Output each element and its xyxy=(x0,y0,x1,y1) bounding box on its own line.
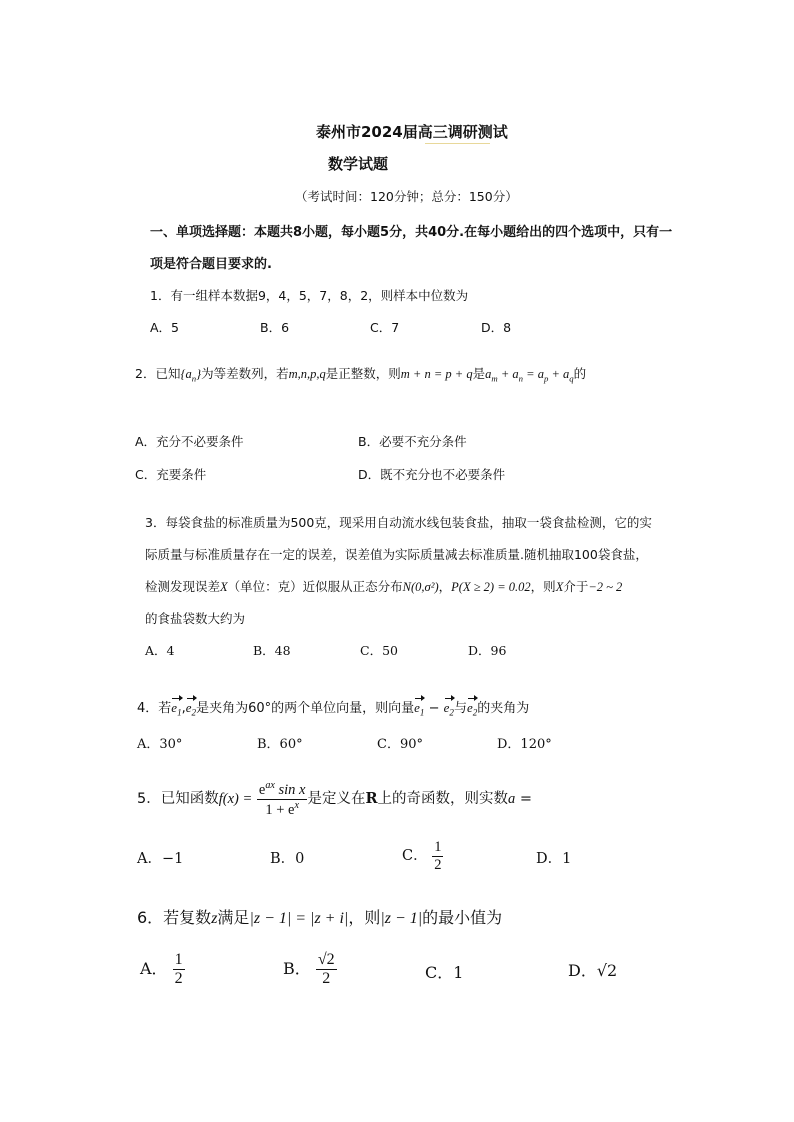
q4-option-d: D．120° xyxy=(497,737,552,752)
q1-option-c: C．7 xyxy=(370,320,400,335)
q4-text3: 的夹角为 xyxy=(477,701,530,716)
q6-condition: |z − 1| = |z + i| xyxy=(249,910,349,927)
q4-vector-v3: $e_2$ xyxy=(466,700,478,718)
q4-number: 4．若 xyxy=(137,701,172,716)
q2-text2: 是正整数，则 xyxy=(325,366,401,381)
q4-stem xyxy=(137,697,529,718)
q3-line4: 的食盐袋数大约为 xyxy=(145,611,246,626)
q3-line1: 3．每袋食盐的标准质量为500克，现采用自动流水线包装食盐，抽取一袋食盐检测，它的实 xyxy=(145,515,652,530)
q2-seq-sub: n xyxy=(191,373,197,384)
q3-option-c: C．50 xyxy=(360,643,398,658)
q5-number: 5．已知函数 xyxy=(137,791,219,807)
q4-text2: 与 xyxy=(453,701,467,716)
q4-option-b: B．60° xyxy=(257,737,303,752)
q6-modulus: |z − 1| xyxy=(380,910,423,927)
q5-option-c: C． $\frac{1}{2}$ xyxy=(402,838,442,873)
exam-title: 泰州市2024届高三调研测试 xyxy=(316,123,508,141)
q6-text3: 的最小值为 xyxy=(422,908,503,927)
q3-option-d: D．96 xyxy=(468,643,507,658)
q6-option-a-fraction: $\frac{1}{2}$ xyxy=(174,950,183,987)
q5-option-b: B．0 xyxy=(270,851,305,867)
q6-option-d: D．√2 xyxy=(568,961,618,980)
q2-option-b: B．必要不充分条件 xyxy=(358,434,467,449)
q6-option-a: A． $\frac{1}{2}$ xyxy=(140,950,183,987)
q6-stem xyxy=(137,905,502,928)
q3-text-a: 检测发现误差 xyxy=(145,579,221,594)
q6-var-z: z xyxy=(211,910,218,927)
q2-eq-eq: = a xyxy=(523,367,544,381)
q5-option-c-fraction: $\frac{1}{2}$ xyxy=(434,838,442,873)
q4-comma: , xyxy=(181,701,186,716)
q2-option-a: A．充分不必要条件 xyxy=(135,434,244,449)
q2-option-c: C．充要条件 xyxy=(135,467,207,482)
q2-condition: m + n = p + q xyxy=(400,367,473,381)
q2-eq-sub-q: q xyxy=(569,373,574,384)
q2-text4: 的 xyxy=(573,366,587,381)
q5-text2: 上的奇函数，则实数 xyxy=(377,791,509,807)
q5-text1: 是定义在 xyxy=(307,791,366,807)
q2-seq-close: } xyxy=(196,367,202,381)
q1-stem: 1．有一组样本数据9，4，5，7，8，2，则样本中位数为 xyxy=(150,288,469,303)
q6-option-b: B． $\frac{√2}{2}$ xyxy=(283,950,335,987)
q2-eq-sub-p: p xyxy=(543,373,549,384)
q6-option-c: C．1 xyxy=(425,963,464,982)
q2-text1: 为等差数列，若 xyxy=(201,366,289,381)
q1-option-d: D．8 xyxy=(481,320,512,335)
q4-text1: 是夹角为60°的两个单位向量，则向量 xyxy=(196,701,415,716)
q6-option-d-value: √2 xyxy=(596,961,618,980)
q2-stem xyxy=(135,364,586,384)
q4-vector-v2: $e_2$ xyxy=(443,700,454,718)
q2-eq-sub-m: m xyxy=(491,373,498,384)
q6-number: 6．若复数 xyxy=(137,908,212,927)
q4-option-a: A．30° xyxy=(137,737,183,752)
q5-stem xyxy=(137,775,532,823)
q6-text2: ，则 xyxy=(348,908,381,927)
q3-normal-dist: N(0,σ²) xyxy=(402,580,439,594)
q2-seq: {a xyxy=(180,367,192,381)
q3-text-b: （单位：克）近似服从正态分布 xyxy=(227,579,403,594)
decorative-underline xyxy=(425,143,490,144)
q5-eq: = xyxy=(515,791,533,807)
q5-real-set: R xyxy=(365,790,378,807)
q2-eq-a: a xyxy=(485,367,492,381)
q4-option-c: C．90° xyxy=(377,737,423,752)
q2-option-d: D．既不充分也不必要条件 xyxy=(358,467,506,482)
q1-option-b: B．6 xyxy=(260,320,290,335)
q4-vector-v1: $e_1$ xyxy=(414,700,425,718)
q3-var-x2: X xyxy=(555,580,564,594)
q6-option-b-fraction: $\frac{√2}{2}$ xyxy=(317,950,335,987)
q3-text-d: ，则 xyxy=(530,579,556,594)
q3-text-c: ， xyxy=(438,579,452,594)
q2-number: 2．已知 xyxy=(135,366,181,381)
q2-vars: m,n,p,q xyxy=(288,367,326,381)
q3-line2: 际质量与标准质量存在一定的误差，误差值为实际质量减去标准质量.随机抽取100袋食盐， xyxy=(145,547,648,562)
exam-subtitle: 数学试题 xyxy=(328,155,389,173)
q2-eq-plus2: + a xyxy=(548,367,570,381)
q2-text3: 是 xyxy=(472,366,486,381)
q5-function-fraction: $\frac{e^{ax} \sin x}{1 + e^x}$ xyxy=(258,780,306,818)
q3-option-b: B．48 xyxy=(253,643,291,658)
q5-var-a: a xyxy=(508,791,516,807)
section-heading-line2: 项是符合题目要求的. xyxy=(150,257,272,272)
q5-option-d: D．1 xyxy=(536,851,572,867)
q1-option-a: A．5 xyxy=(150,320,180,335)
q3-line3 xyxy=(145,577,622,595)
q5-function-name: f(x) = xyxy=(218,791,253,807)
q3-option-a: A．4 xyxy=(145,643,175,658)
q5-option-a: A．−1 xyxy=(137,851,184,867)
q3-var-x: X xyxy=(220,580,228,594)
q6-text1: 满足 xyxy=(217,908,250,927)
q3-probability: P(X ≥ 2) = 0.02 xyxy=(451,580,531,594)
q4-vector-e1: $e_1$ xyxy=(171,700,182,718)
q3-range: −2 ~ 2 xyxy=(588,580,623,594)
exam-info: （考试时间：120分钟；总分：150分） xyxy=(295,189,518,204)
q3-text-e: 介于 xyxy=(563,579,589,594)
q2-eq-sub-n: n xyxy=(518,373,524,384)
q4-vector-e2: $e_2$ xyxy=(185,700,197,718)
q4-minus: − xyxy=(424,701,444,716)
q2-eq-plus1: + a xyxy=(497,367,519,381)
section-heading-line1: 一、单项选择题：本题共8小题，每小题5分，共40分.在每小题给出的四个选项中，只有一 xyxy=(150,225,673,240)
